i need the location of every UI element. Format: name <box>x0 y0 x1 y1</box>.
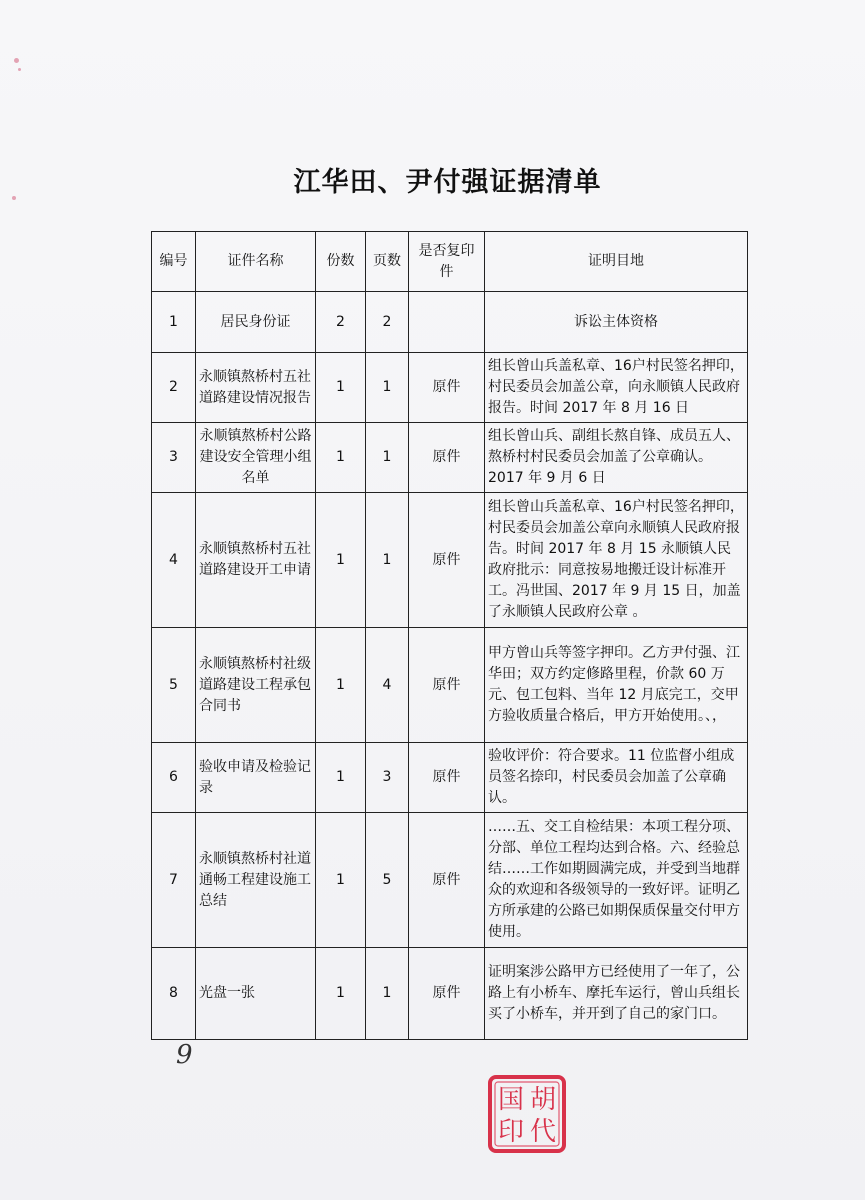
row-pages: 2 <box>366 292 409 353</box>
header-document-name: 证件名称 <box>196 232 316 292</box>
row-number: 4 <box>152 493 196 628</box>
row-pages: 4 <box>366 628 409 743</box>
row-purpose: 组长曾山兵、副组长熬自锋、成员五人、熬桥村村民委员会加盖了公章确认。2017 年 9 月 6 日 <box>485 423 748 493</box>
row-pages: 1 <box>366 948 409 1040</box>
table-row <box>152 948 748 1040</box>
row-copies: 1 <box>316 948 366 1040</box>
svg-text:代: 代 <box>529 1117 557 1147</box>
table-row <box>152 813 748 948</box>
svg-text:胡: 胡 <box>529 1085 557 1115</box>
row-copies: 1 <box>316 813 366 948</box>
row-is-copy: 原件 <box>409 813 485 948</box>
table-row <box>152 353 748 423</box>
row-is-copy: 原件 <box>409 628 485 743</box>
handwritten-page-number: 9 <box>176 1040 193 1070</box>
header-number: 编号 <box>152 232 196 292</box>
row-pages: 1 <box>366 493 409 628</box>
row-purpose: 诉讼主体资格 <box>485 292 748 353</box>
row-is-copy: 原件 <box>409 423 485 493</box>
row-number: 6 <box>152 743 196 813</box>
row-number: 7 <box>152 813 196 948</box>
red-seal-stamp <box>487 1074 567 1154</box>
scan-speck <box>14 58 19 63</box>
row-pages: 5 <box>366 813 409 948</box>
evidence-table <box>151 231 748 1040</box>
header-copies: 份数 <box>316 232 366 292</box>
row-document-name: 永顺镇熬桥村社级道路建设工程承包合同书 <box>196 628 316 743</box>
table-row <box>152 423 748 493</box>
row-purpose: 组长曾山兵盖私章、16户村民签名押印，村民委员会加盖公章向永顺镇人民政府报告。时间 2017 年 8 月 15 永顺镇人民政府批示：同意按易地搬迁设计标准开工。冯世国、2017 年 9 月 15 日，加盖了永顺镇人民政府公章 。 <box>485 493 748 628</box>
row-is-copy: 原件 <box>409 743 485 813</box>
header-purpose: 证明目地 <box>485 232 748 292</box>
table-row <box>152 493 748 628</box>
table-header-row <box>152 232 748 292</box>
row-purpose: 甲方曾山兵等签字押印。乙方尹付强、江华田；双方约定修路里程，价款 60 万元、包工包料、当年 12 月底完工，交甲方验收质量合格后，甲方开始使用。、， <box>485 628 748 743</box>
row-is-copy <box>409 292 485 353</box>
scan-speck <box>18 68 21 71</box>
row-number: 5 <box>152 628 196 743</box>
svg-text:印: 印 <box>497 1117 525 1147</box>
row-purpose: ……五、交工自检结果：本项工程分项、分部、单位工程均达到合格。六、经验总结……工作如期圆满完成，并受到当地群众的欢迎和各级领导的一致好评。证明乙方所承建的公路已如期保质保量交付甲方使用。 <box>485 813 748 948</box>
row-document-name: 永顺镇熬桥村五社道路建设开工申请 <box>196 493 316 628</box>
row-is-copy: 原件 <box>409 353 485 423</box>
row-copies: 1 <box>316 423 366 493</box>
row-copies: 1 <box>316 353 366 423</box>
row-purpose: 验收评价：符合要求。11 位监督小组成员签名捺印，村民委员会加盖了公章确认。 <box>485 743 748 813</box>
row-document-name: 永顺镇熬桥村社道通畅工程建设施工总结 <box>196 813 316 948</box>
row-document-name: 永顺镇熬桥村五社道路建设情况报告 <box>196 353 316 423</box>
row-pages: 3 <box>366 743 409 813</box>
row-purpose: 组长曾山兵盖私章、16户村民签名押印，村民委员会加盖公章，向永顺镇人民政府报告。时间 2017 年 8 月 16 日 <box>485 353 748 423</box>
row-copies: 1 <box>316 628 366 743</box>
header-pages: 页数 <box>366 232 409 292</box>
row-copies: 1 <box>316 493 366 628</box>
svg-text:国: 国 <box>497 1085 525 1115</box>
row-copies: 2 <box>316 292 366 353</box>
row-document-name: 居民身份证 <box>196 292 316 353</box>
table-row <box>152 628 748 743</box>
table-row <box>152 292 748 353</box>
row-pages: 1 <box>366 353 409 423</box>
row-is-copy: 原件 <box>409 948 485 1040</box>
row-document-name: 光盘一张 <box>196 948 316 1040</box>
row-pages: 1 <box>366 423 409 493</box>
row-purpose: 证明案涉公路甲方已经使用了一年了，公路上有小桥车、摩托车运行，曾山兵组长买了小桥车，并开到了自己的家门口。 <box>485 948 748 1040</box>
document-title: 江华田、尹付强证据清单 <box>293 167 602 198</box>
row-number: 1 <box>152 292 196 353</box>
row-copies: 1 <box>316 743 366 813</box>
table-row <box>152 743 748 813</box>
header-is-copy: 是否复印件 <box>409 232 485 292</box>
row-number: 2 <box>152 353 196 423</box>
row-is-copy: 原件 <box>409 493 485 628</box>
row-number: 3 <box>152 423 196 493</box>
row-document-name: 验收申请及检验记录 <box>196 743 316 813</box>
row-document-name: 永顺镇熬桥村公路建设安全管理小组名单 <box>196 423 316 493</box>
row-number: 8 <box>152 948 196 1040</box>
